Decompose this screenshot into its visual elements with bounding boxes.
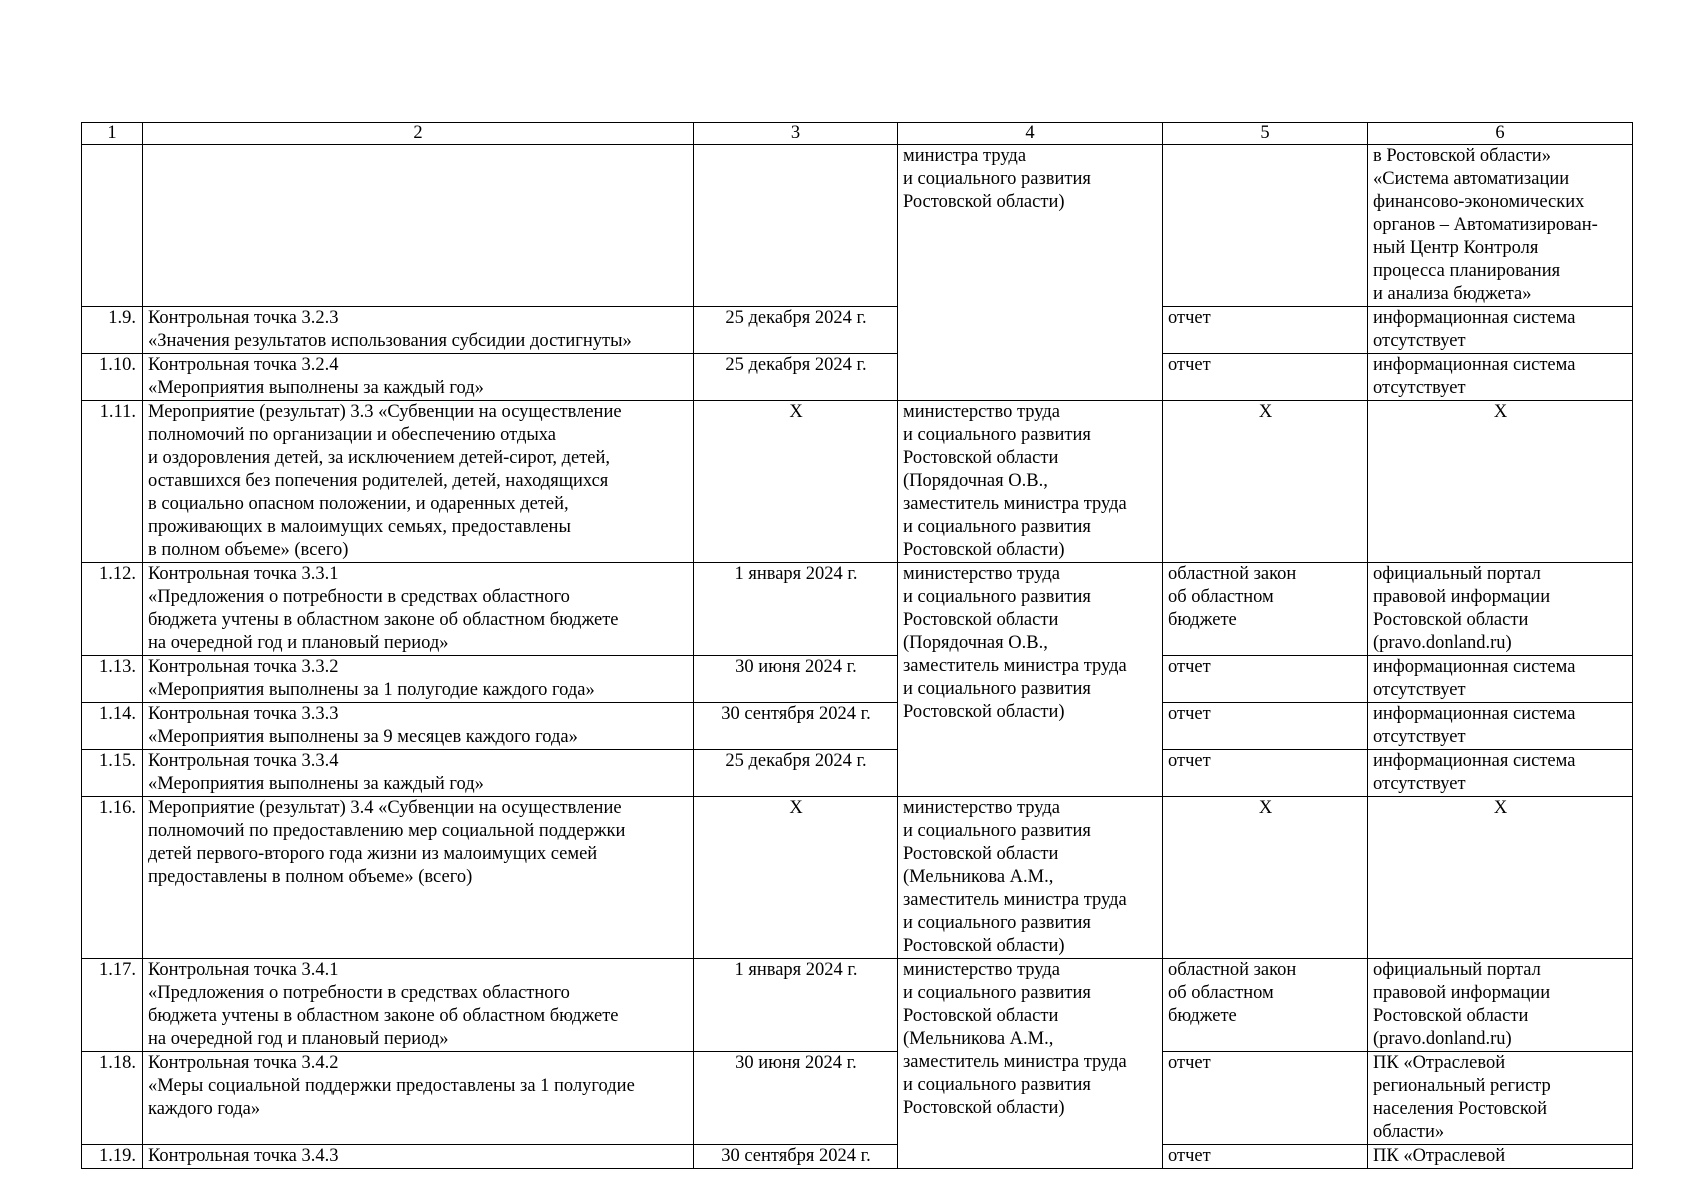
text-line: (pravo.donland.ru) <box>1373 1029 1512 1049</box>
text-line: в полном объеме» (всего) <box>148 540 349 560</box>
row-document: отчет <box>1163 1052 1368 1145</box>
text-line: полномочий по предоставлению мер социальной поддержки <box>148 821 626 841</box>
row-document: отчет <box>1163 1145 1368 1169</box>
row-date <box>694 145 898 307</box>
row-document: отчет <box>1163 307 1368 354</box>
text-line: министерство труда <box>903 960 1060 980</box>
text-line: и анализа бюджета» <box>1373 284 1532 304</box>
row-info-system <box>1368 703 1633 750</box>
row-info-system <box>1368 307 1633 354</box>
text-line: Ростовской области <box>1373 610 1529 630</box>
text-line: правовой информации <box>1373 983 1551 1003</box>
text-line: и социального развития <box>903 169 1091 189</box>
text-line: «Система автоматизации <box>1373 169 1570 189</box>
text-line: «Мероприятия выполнены за 9 месяцев каждого года» <box>148 727 578 747</box>
text-line: детей первого-второго года жизни из малоимущих семей <box>148 844 598 864</box>
row-number: 1.10. <box>82 354 143 401</box>
text-line: на очередной год и плановый период» <box>148 633 449 653</box>
row-name <box>143 145 694 307</box>
row-document <box>1163 145 1368 307</box>
row-responsible <box>898 797 1163 959</box>
row-info-system <box>1368 750 1633 797</box>
row-document: отчет <box>1163 656 1368 703</box>
row-date: 1 января 2024 г. <box>694 959 898 1052</box>
row-date: X <box>694 401 898 563</box>
row-number <box>82 145 143 307</box>
row-name <box>143 354 694 401</box>
text-line: отсутствует <box>1373 727 1466 747</box>
text-line: информационная система <box>1373 308 1576 328</box>
row-date: 30 сентября 2024 г. <box>694 1145 898 1169</box>
text-line: Ростовской области <box>1373 1006 1529 1026</box>
text-line: ПК «Отраслевой <box>1373 1146 1506 1166</box>
text-line: отсутствует <box>1373 680 1466 700</box>
text-line: и социального развития <box>903 1075 1091 1095</box>
text-line: «Мероприятия выполнены за 1 полугодие каждого года» <box>148 680 595 700</box>
text-line: Ростовской области) <box>903 936 1065 956</box>
table-row <box>82 750 1633 797</box>
text-line: и социального развития <box>903 821 1091 841</box>
text-line: и социального развития <box>903 517 1091 537</box>
text-line: бюджета учтены в областном законе об областном бюджете <box>148 610 619 630</box>
row-info-system <box>1368 959 1633 1052</box>
text-line: (Мельникова А.М., <box>903 867 1054 887</box>
text-line: «Мероприятия выполнены за каждый год» <box>148 378 484 398</box>
row-name <box>143 307 694 354</box>
text-line: и социального развития <box>903 587 1091 607</box>
text-line: региональный регистр <box>1373 1076 1551 1096</box>
row-responsible <box>898 563 1163 797</box>
row-info-system <box>1368 145 1633 307</box>
row-name <box>143 797 694 959</box>
text-line: «Значения результатов использования субсидии достигнуты» <box>148 331 632 351</box>
row-date: 25 декабря 2024 г. <box>694 307 898 354</box>
text-line: ный Центр Контроля <box>1373 238 1539 258</box>
table-row <box>82 354 1633 401</box>
row-name <box>143 1052 694 1145</box>
text-line: Контрольная точка 3.3.3 <box>148 704 339 724</box>
text-line: Ростовской области <box>903 448 1059 468</box>
row-number: 1.12. <box>82 563 143 656</box>
text-line: финансово-экономических <box>1373 192 1585 212</box>
table-row <box>82 797 1633 959</box>
row-date: 25 декабря 2024 г. <box>694 750 898 797</box>
text-line: проживающих в малоимущих семьях, предоставлены <box>148 517 571 537</box>
row-document: X <box>1163 797 1368 959</box>
text-line: и социального развития <box>903 425 1091 445</box>
text-line: области» <box>1373 1122 1445 1142</box>
text-line: об областном <box>1168 983 1274 1003</box>
table-row <box>82 563 1633 656</box>
text-line: отсутствует <box>1373 774 1466 794</box>
table-row <box>82 656 1633 703</box>
text-line: «Предложения о потребности в средствах областного <box>148 587 570 607</box>
row-document: отчет <box>1163 750 1368 797</box>
text-line: оставшихся без попечения родителей, детей, находящихся <box>148 471 609 491</box>
text-line: Контрольная точка 3.4.2 <box>148 1053 339 1073</box>
column-number-row <box>82 123 1633 145</box>
text-line: Мероприятие (результат) 3.4 «Субвенции на осуществление <box>148 798 622 818</box>
row-info-system <box>1368 1052 1633 1145</box>
text-line: Контрольная точка 3.3.4 <box>148 751 339 771</box>
text-line: Ростовской области) <box>903 540 1065 560</box>
text-line: министра труда <box>903 146 1027 166</box>
text-line: правовой информации <box>1373 587 1551 607</box>
text-line: полномочий по организации и обеспечению отдыха <box>148 425 557 445</box>
text-line: официальный портал <box>1373 960 1541 980</box>
text-line: на очередной год и плановый период» <box>148 1029 449 1049</box>
col-header-5: 5 <box>1163 123 1368 145</box>
text-line: (Порядочная О.В., <box>903 471 1048 491</box>
table-row <box>82 703 1633 750</box>
text-line: отсутствует <box>1373 331 1466 351</box>
text-line: Контрольная точка 3.2.4 <box>148 355 339 375</box>
table-row <box>82 307 1633 354</box>
text-line: (pravo.donland.ru) <box>1373 633 1512 653</box>
text-line: министерство труда <box>903 564 1060 584</box>
row-date: 30 июня 2024 г. <box>694 1052 898 1145</box>
text-line: «Меры социальной поддержки предоставлены за 1 полугодие <box>148 1076 635 1096</box>
text-line: органов – Автоматизирован- <box>1373 215 1598 235</box>
text-line: об областном <box>1168 587 1274 607</box>
row-responsible <box>898 401 1163 563</box>
row-info-system: X <box>1368 401 1633 563</box>
text-line: Контрольная точка 3.4.3 <box>148 1146 339 1166</box>
row-info-system: X <box>1368 797 1633 959</box>
plan-table <box>81 122 1633 1169</box>
text-line: (Мельникова А.М., <box>903 1029 1054 1049</box>
row-number: 1.9. <box>82 307 143 354</box>
text-line: Ростовской области) <box>903 1098 1065 1118</box>
col-header-6: 6 <box>1368 123 1633 145</box>
row-name <box>143 959 694 1052</box>
row-number: 1.13. <box>82 656 143 703</box>
row-info-system <box>1368 563 1633 656</box>
text-line: информационная система <box>1373 751 1576 771</box>
row-info-system <box>1368 656 1633 703</box>
col-header-4: 4 <box>898 123 1163 145</box>
table-row <box>82 1145 1633 1169</box>
text-line: каждого года» <box>148 1099 261 1119</box>
row-number: 1.15. <box>82 750 143 797</box>
text-line: областной закон <box>1168 564 1297 584</box>
text-line: Ростовской области) <box>903 702 1065 722</box>
text-line: заместитель министра труда <box>903 494 1127 514</box>
row-name <box>143 750 694 797</box>
row-number: 1.18. <box>82 1052 143 1145</box>
row-name <box>143 703 694 750</box>
row-number: 1.11. <box>82 401 143 563</box>
row-document <box>1163 563 1368 656</box>
row-document: отчет <box>1163 703 1368 750</box>
col-header-3: 3 <box>694 123 898 145</box>
text-line: и социального развития <box>903 679 1091 699</box>
table-row <box>82 145 1633 307</box>
row-date: 25 декабря 2024 г. <box>694 354 898 401</box>
col-header-2: 2 <box>143 123 694 145</box>
text-line: отсутствует <box>1373 378 1466 398</box>
row-number: 1.16. <box>82 797 143 959</box>
row-date: 30 сентября 2024 г. <box>694 703 898 750</box>
text-line: бюджета учтены в областном законе об областном бюджете <box>148 1006 619 1026</box>
text-line: Ростовской области <box>903 610 1059 630</box>
text-line: процесса планирования <box>1373 261 1561 281</box>
text-line: и социального развития <box>903 983 1091 1003</box>
text-line: в социально опасном положении, и одаренных детей, <box>148 494 569 514</box>
row-date: X <box>694 797 898 959</box>
text-line: заместитель министра труда <box>903 1052 1127 1072</box>
text-line: информационная система <box>1373 355 1576 375</box>
text-line: в Ростовской области» <box>1373 146 1551 166</box>
row-info-system <box>1368 1145 1633 1169</box>
text-line: ПК «Отраслевой <box>1373 1053 1506 1073</box>
row-document: отчет <box>1163 354 1368 401</box>
row-responsible <box>898 959 1163 1169</box>
row-name <box>143 401 694 563</box>
row-date: 1 января 2024 г. <box>694 563 898 656</box>
row-name <box>143 656 694 703</box>
row-document <box>1163 959 1368 1052</box>
text-line: министерство труда <box>903 798 1060 818</box>
text-line: Контрольная точка 3.3.1 <box>148 564 339 584</box>
text-line: информационная система <box>1373 657 1576 677</box>
row-number: 1.17. <box>82 959 143 1052</box>
text-line: Ростовской области <box>903 1006 1059 1026</box>
text-line: и социального развития <box>903 913 1091 933</box>
table-row <box>82 401 1633 563</box>
row-document: X <box>1163 401 1368 563</box>
text-line: «Мероприятия выполнены за каждый год» <box>148 774 484 794</box>
text-line: официальный портал <box>1373 564 1541 584</box>
row-number: 1.14. <box>82 703 143 750</box>
text-line: предоставлены в полном объеме» (всего) <box>148 867 473 887</box>
col-header-1: 1 <box>82 123 143 145</box>
text-line: «Предложения о потребности в средствах областного <box>148 983 570 1003</box>
text-line: Контрольная точка 3.3.2 <box>148 657 339 677</box>
row-name <box>143 1145 694 1169</box>
text-line: Контрольная точка 3.4.1 <box>148 960 339 980</box>
text-line: (Порядочная О.В., <box>903 633 1048 653</box>
text-line: заместитель министра труда <box>903 890 1127 910</box>
text-line: заместитель министра труда <box>903 656 1127 676</box>
table-row <box>82 959 1633 1052</box>
text-line: Ростовской области) <box>903 192 1065 212</box>
row-info-system <box>1368 354 1633 401</box>
text-line: населения Ростовской <box>1373 1099 1548 1119</box>
text-line: бюджете <box>1168 1006 1237 1026</box>
table-row <box>82 1052 1633 1145</box>
text-line: информационная система <box>1373 704 1576 724</box>
row-name <box>143 563 694 656</box>
row-responsible <box>898 145 1163 401</box>
text-line: Мероприятие (результат) 3.3 «Субвенции на осуществление <box>148 402 622 422</box>
text-line: бюджете <box>1168 610 1237 630</box>
text-line: областной закон <box>1168 960 1297 980</box>
text-line: и оздоровления детей, за исключением детей-сирот, детей, <box>148 448 611 468</box>
row-date: 30 июня 2024 г. <box>694 656 898 703</box>
text-line: Ростовской области <box>903 844 1059 864</box>
text-line: Контрольная точка 3.2.3 <box>148 308 339 328</box>
row-number: 1.19. <box>82 1145 143 1169</box>
text-line: министерство труда <box>903 402 1060 422</box>
